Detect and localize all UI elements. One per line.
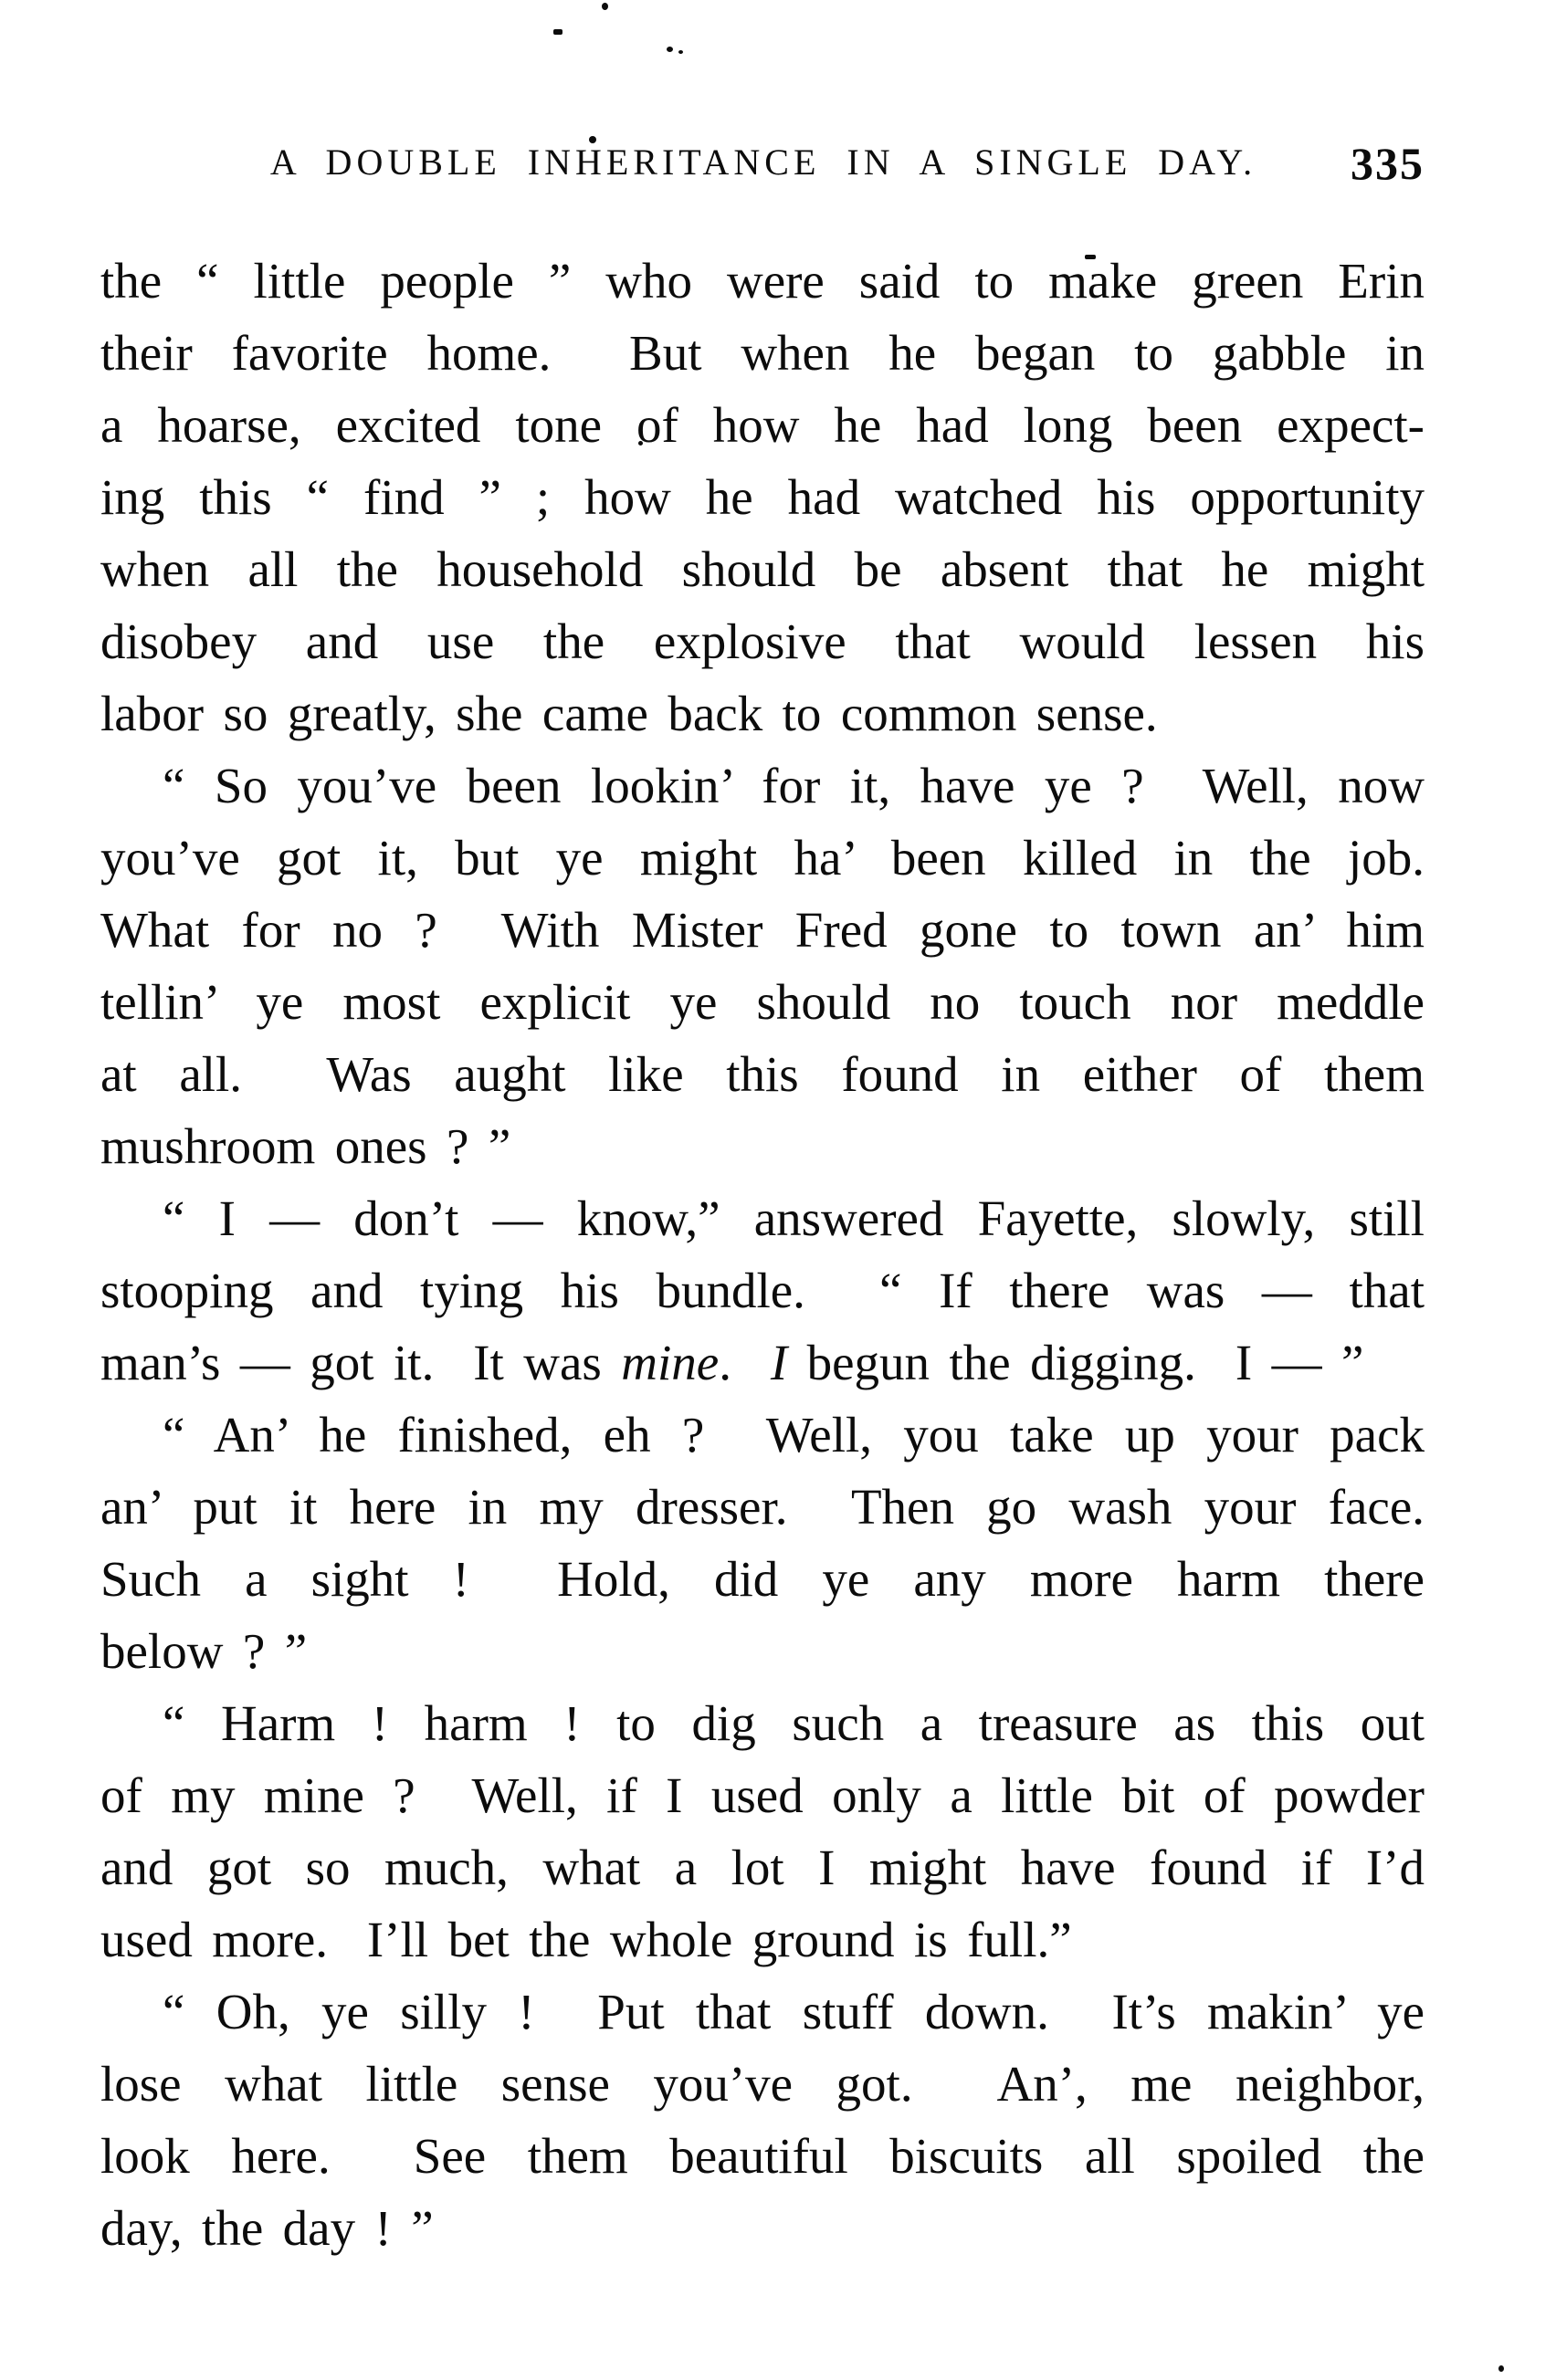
text-line: “ I — don’t — know,” answered Fayette, slowly, still — [163, 1190, 1425, 1246]
text-line: Such a sight ! Hold, did ye any more harm there — [100, 1551, 1425, 1607]
text-line: ing this “ find ” ; how he had watched his opportunity — [100, 469, 1425, 525]
text-line: “ So you’ve been lookin’ for it, have ye ? Well, now — [163, 758, 1425, 813]
text-segment: begun the digging. I — ” — [787, 1335, 1364, 1390]
text-segment: . — [719, 1335, 771, 1390]
ink-speck — [1498, 2365, 1504, 2372]
ink-speck — [553, 29, 562, 35]
text-line: below ? ” — [100, 1623, 308, 1679]
text-line: a hoarse, excited tone of how he had long been expect- — [100, 397, 1425, 453]
text-line: the “ little people ” who were said to make green Erin — [100, 253, 1425, 309]
page-body — [100, 245, 1425, 2264]
text-line: when all the household should be absent that he might — [100, 541, 1425, 597]
page-header — [102, 135, 1425, 199]
text-line: you’ve got it, but ye might ha’ been killed in the job. — [100, 830, 1425, 886]
text-line: “ Harm ! harm ! to dig such a treasure as this out — [163, 1695, 1425, 1751]
page-number: 335 — [1351, 138, 1425, 189]
italic-word: mine — [621, 1335, 720, 1390]
text-line: labor so greatly, she came back to common sense. — [100, 686, 1158, 741]
ink-speck — [678, 50, 683, 54]
text-line: lose what little sense you’ve got. An’, me neighbor, — [100, 2056, 1425, 2112]
ink-speck — [602, 3, 608, 10]
text-line: What for no ? With Mister Fred gone to town an’ him — [100, 902, 1425, 958]
text-segment: man’s — got it. It was — [100, 1335, 622, 1390]
text-line: “ Oh, ye silly ! Put that stuff down. It’s makin’ ye — [163, 1984, 1425, 2039]
ink-speck — [667, 47, 673, 52]
text-line: and got so much, what a lot I might have found if I’d — [100, 1840, 1425, 1895]
text-line: an’ put it here in my dresser. Then go wash your face. — [100, 1479, 1425, 1535]
text-line: tellin’ ye most explicit ye should no touch nor meddle — [100, 974, 1425, 1030]
text-line: of my mine ? Well, if I used only a little bit of powder — [100, 1767, 1425, 1823]
text-line: “ An’ he finished, eh ? Well, you take up your pack — [163, 1407, 1425, 1463]
text-line — [100, 1326, 1425, 1399]
text-line: mushroom ones ? ” — [100, 1118, 511, 1174]
text-line: stooping and tying his bundle. “ If there was — that — [100, 1263, 1425, 1318]
text-line: look here. See them beautiful biscuits all spoiled the — [100, 2128, 1425, 2184]
text-line: at all. Was aught like this found in either of them — [100, 1046, 1425, 1102]
text-line: day, the day ! ” — [100, 2200, 434, 2256]
running-title: A DOUBLE INHERITANCE IN A SINGLE DAY. — [269, 142, 1257, 183]
italic-word: I — [770, 1335, 788, 1390]
text-line: used more. I’ll bet the whole ground is full.” — [100, 1912, 1072, 1967]
text-line: disobey and use the explosive that would lessen his — [100, 613, 1425, 669]
text-line: their favorite home. But when he began to gabble in — [100, 325, 1425, 381]
